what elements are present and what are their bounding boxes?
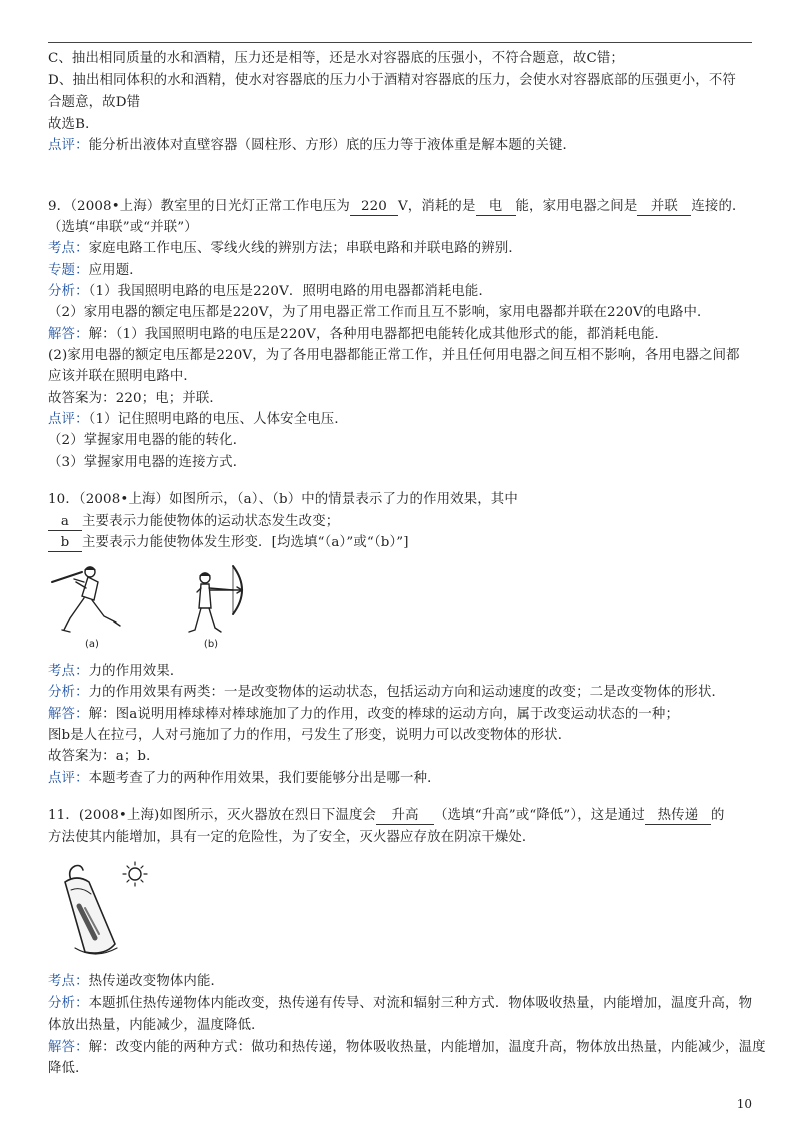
q9-stem-part: 9．（2008•上海）教室里的日光灯正常工作电压为: [48, 199, 350, 214]
q9-blank-2: 电: [476, 198, 516, 216]
option-c-line: C、抽出相同质量的水和酒精，压力还是相等，还是水对容器底的压强小，不符合题意，故C错；: [48, 51, 624, 66]
q11-stem-part: 11．(2008•上海)如图所示，灭火器放在烈日下温度会: [48, 808, 377, 823]
fire-extinguisher-figure: [55, 860, 155, 960]
q9-jieda-2: (2)家用电器的额定电压都是220V，为了各用电器都能正常工作，并且任何用电器之间互相不影响，各用电器之间都: [48, 348, 740, 363]
q9-fenxi-1: [48, 282, 760, 302]
answer-selection: 故选B．: [48, 117, 99, 132]
jieda-text: 解：改变内能的两种方式：做功和热传递，物体吸收热量，内能增加，温度升高，物体放出热量，内能减少，温度: [88, 1040, 766, 1055]
q11-stem-part: 的: [710, 808, 725, 823]
q11-jieda-1: [48, 1038, 766, 1058]
q9-blank-1: 220: [350, 198, 398, 216]
q10-line-a-text: 主要表示力能使物体的运动状态发生改变；: [82, 514, 340, 529]
fenxi-label: 分析：: [48, 685, 89, 700]
q10-blank-b: b: [48, 534, 82, 552]
dianping-label: 点评：: [48, 412, 89, 427]
q11-blank-2: 热传递: [645, 807, 711, 825]
kaodian-label: 考点：: [48, 664, 89, 679]
q9-blank-3: 并联: [637, 198, 691, 216]
option-d-line-1: D、抽出相同体积的水和酒精，使水对容器底的压力小于酒精对容器底的压力，会使水对容器底部的压强更小，不符: [48, 73, 736, 88]
q9-stem-line-1: [48, 197, 760, 217]
kaodian-text: 力的作用效果．: [88, 664, 184, 679]
jieda-text: 解：图a说明用棒球棒对棒球施加了力的作用，改变的棒球的运动方向，属于改变运动状态的一种；: [88, 707, 680, 722]
q9-stem-part: 能，家用电器之间是: [515, 199, 638, 214]
kaodian-label: 考点：: [48, 974, 89, 989]
kaodian-text: 家庭电路工作电压、零线火线的辨别方法；串联电路和并联电路的辨别．: [88, 241, 522, 256]
q10-blank-a: a: [48, 513, 82, 531]
q10-kaodian: [48, 662, 760, 682]
q11-kaodian: [48, 972, 760, 992]
zhuanti-label: 专题：: [48, 263, 89, 278]
q11-fenxi-2: 体放出热量，内能减少，温度降低．: [48, 1018, 265, 1033]
q10-stem: 10．（2008•上海）如图所示，（a）、（b）中的情景表示了力的作用效果，其中: [48, 492, 518, 507]
q9-answer: 故答案为：220；电；并联．: [48, 391, 223, 406]
q10-dianping: [48, 769, 760, 789]
q11-stem-line-2: 方法使其内能增加，具有一定的危险性，为了安全，灭火器应存放在阴凉干燥处．: [48, 830, 536, 845]
q10-jieda-2: 图b是人在拉弓，人对弓施加了力的作用，弓发生了形变，说明力可以改变物体的形状．: [48, 728, 572, 743]
jieda-label: 解答：: [48, 1040, 89, 1055]
q10-line-b-text: 主要表示力能使物体发生形变．[均选填“（a）”或“（b）”]: [82, 535, 409, 550]
fenxi-text: 本题抓住热传递物体内能改变，热传递有传导、对流和辐射三种方式．物体吸收热量，内能增加，温度升高，物: [88, 996, 753, 1011]
q9-fenxi-2: （2）家用电器的额定电压都是220V，为了用电器正常工作而且互不影响，家用电器都并联在220V的电路中．: [48, 305, 711, 320]
header-rule: [48, 42, 752, 43]
q10-fenxi: [48, 683, 760, 703]
q9-stem-part: 连接的．: [691, 199, 746, 214]
batter-figure: [48, 560, 130, 652]
figure-b-caption: (b): [203, 639, 219, 650]
dianping-label: 点评：: [48, 771, 89, 786]
page-number: 10: [736, 1097, 752, 1111]
figure-a-caption: (a): [85, 639, 99, 650]
q11-stem-part: （选填“升高”或“降低”），这是通过: [434, 808, 645, 823]
comment-text: 能分析出液体对直壁容器（圆柱形、方形）底的压力等于液体重是解本题的关键．: [88, 138, 577, 153]
q9-dianping-1: [48, 410, 760, 430]
q9-stem-part: V，消耗的是: [397, 199, 476, 214]
option-d-line-2: 合题意，故D错: [48, 95, 141, 110]
kaodian-label: 考点：: [48, 241, 89, 256]
q11-stem-line-1: [48, 806, 760, 826]
fenxi-text: 力的作用效果有两类：一是改变物体的运动状态，包括运动方向和运动速度的改变；二是改变物体的形状．: [88, 685, 726, 700]
q10-line-b: [48, 533, 760, 553]
q11-fenxi-1: [48, 994, 760, 1014]
q9-kaodian: [48, 239, 760, 259]
jieda-label: 解答：: [48, 707, 89, 722]
kaodian-text: 热传递改变物体内能．: [88, 974, 225, 989]
fenxi-label: 分析：: [48, 996, 89, 1011]
q10-line-a: [48, 512, 760, 532]
q9-dianping-3: （3）掌握家用电器的连接方式．: [48, 455, 247, 470]
comment-line: [48, 136, 760, 156]
q9-dianping-2: （2）掌握家用电器的能的转化．: [48, 433, 247, 448]
dianping-text: （1）记住照明电路的电压、人体安全电压．: [88, 412, 348, 427]
zhuanti-text: 应用题．: [88, 263, 143, 278]
q9-jieda-1: [48, 325, 760, 345]
fenxi-text: （1）我国照明电路的电压是220V．照明电路的用电器都消耗电能．: [88, 284, 493, 299]
jieda-label: 解答：: [48, 327, 89, 342]
q10-jieda-1: [48, 705, 760, 725]
q11-blank-1: 升高: [376, 807, 434, 825]
q11-jieda-2: 降低．: [48, 1061, 89, 1076]
q9-jieda-3: 应该并联在照明电路中．: [48, 369, 197, 384]
jieda-text: 解：（1）我国照明电路的电压是220V，各种用电器都把电能转化成其他形式的能，都消耗电能．: [88, 327, 669, 342]
dianping-text: 本题考查了力的两种作用效果，我们要能够分出是哪一种．: [88, 771, 441, 786]
q10-answer: 故答案为：a；b．: [48, 749, 160, 764]
q9-zhuanti: [48, 261, 760, 281]
q9-stem-line-2: （选填“串联”或“并联”）: [48, 220, 198, 235]
archer-figure: [175, 560, 253, 652]
comment-label: 点评：: [48, 138, 89, 153]
fenxi-label: 分析：: [48, 284, 89, 299]
